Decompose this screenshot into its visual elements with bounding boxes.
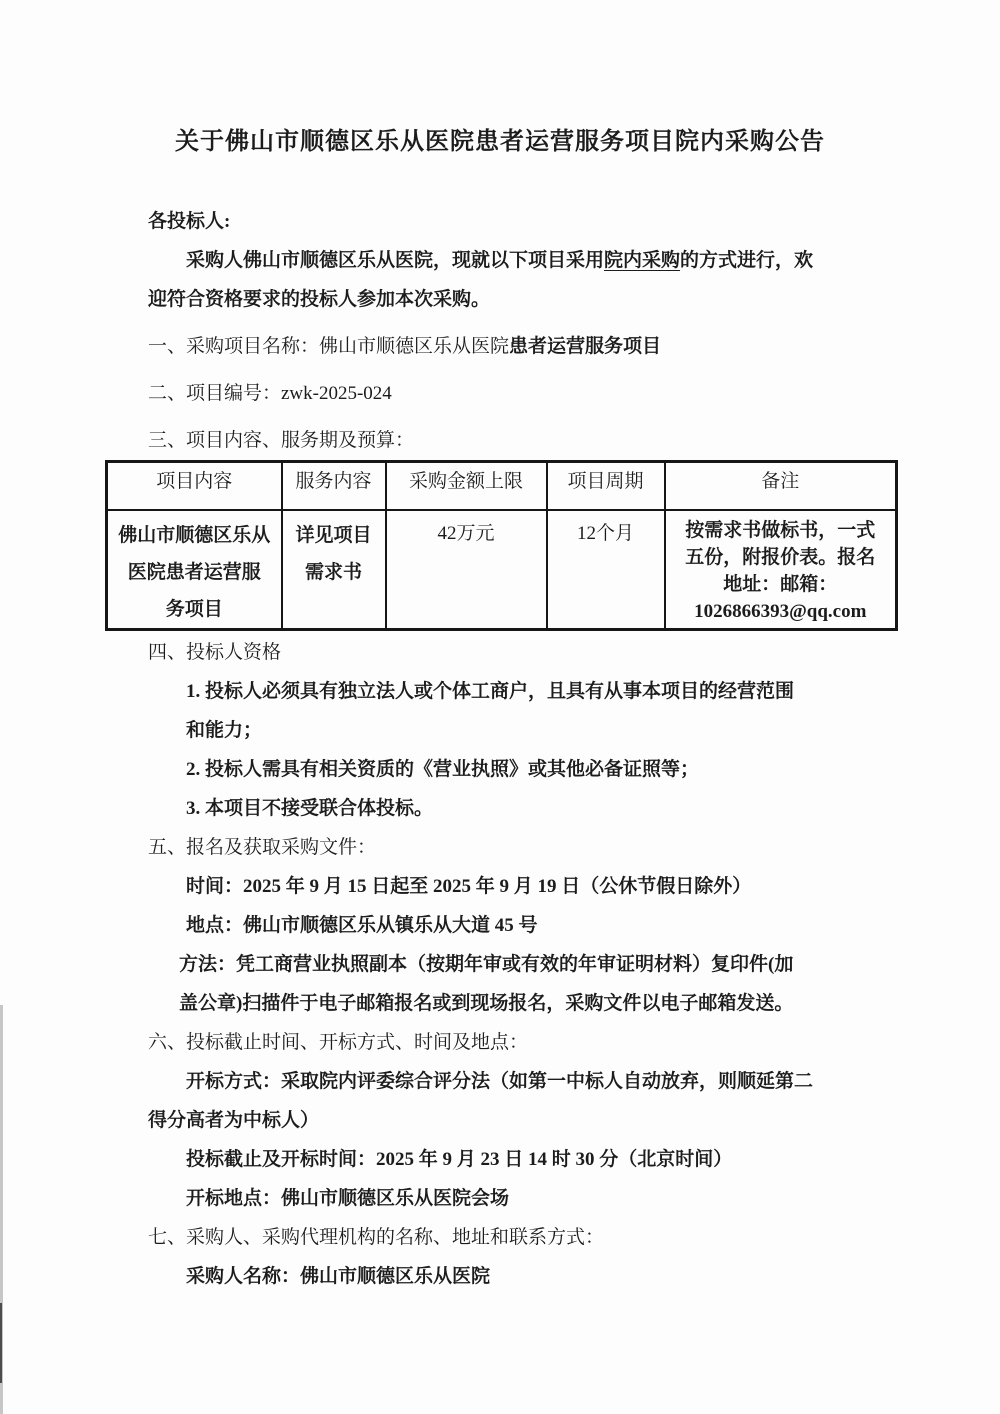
header-project-content: 项目内容 [107,462,282,510]
remark-line: 地址：邮箱： [723,573,838,595]
intro-text-pre: 采购人佛山市顺德区乐从医院，现就以下项目采用 [186,250,605,271]
intro-line-1 [148,241,852,280]
header-service-content: 服务内容 [282,462,386,510]
buyer-name: 采购人名称：佛山市顺德区乐从医院 [186,1265,491,1287]
registration-method-line-1: 方法：凭工商营业执照副本（按期年审或有效的年审证明材料）复印件(加 [179,953,794,975]
section-2-project-number: 二、项目编号：zwk-2025-024 [148,383,392,404]
intro-line-2: 迎符合资格要求的投标人参加本次采购。 [148,289,491,310]
header-budget-cap: 采购金额上限 [386,462,547,510]
project-content-line: 佛山市顺德区乐从 [118,524,271,546]
remark-email: 1026866393@qq.com [694,600,867,622]
section-3-heading: 三、项目内容、服务期及预算： [148,430,415,451]
salutation: 各投标人: [148,211,231,232]
section-1-project-name-bold: 患者运营服务项目 [509,336,662,357]
service-content-line: 需求书 [304,561,362,583]
bid-deadline: 投标截止及开标时间：2025 年 9 月 23 日 14 时 30 分（北京时间） [186,1148,733,1170]
cell-service-content [282,510,386,630]
intro-text-post: 的方式进行，欢 [680,250,814,271]
remark-line: 五份，附报价表。报名 [685,546,876,568]
scan-edge-artifact-dark [0,1303,2,1383]
header-project-period: 项目周期 [547,462,665,510]
bid-opening-method-line-2: 得分高者为中标人） [148,1109,320,1131]
registration-place: 地点：佛山市顺德区乐从镇乐从大道 45 号 [186,914,538,936]
qualification-item-3: 3. 本项目不接受联合体投标。 [186,797,434,819]
qualification-item-2: 2. 投标人需具有相关资质的《营业执照》或其他必备证照等； [186,758,700,780]
qualification-item-1-line-1: 1. 投标人必须具有独立法人或个体工商户，且具有从事本项目的经营范围 [186,680,795,702]
cell-budget-cap: 42万元 [386,510,547,630]
section-7-heading: 七、采购人、采购代理机构的名称、地址和联系方式： [148,1226,605,1248]
section-1-project-name [148,327,852,366]
cell-project-content [107,510,282,630]
intro-underlined-term: 院内采购 [604,250,681,271]
project-content-line: 务项目 [165,598,223,620]
table-data-row [107,510,897,630]
bid-opening-method-line-1: 开标方式：采取院内评委综合评分法（如第一中标人自动放弃，则顺延第二 [186,1070,814,1092]
project-content-line: 医院患者运营服 [127,561,261,583]
cell-project-period: 12个月 [547,510,665,630]
section-5-heading: 五、报名及获取采购文件： [148,836,377,858]
remark-line: 按需求书做标书，一式 [685,519,876,541]
project-info-table [105,460,898,631]
cell-remarks [665,510,897,630]
section-4-heading: 四、投标人资格 [148,641,282,663]
page-title: 关于佛山市顺德区乐从医院患者运营服务项目院内采购公告 [175,129,825,155]
service-content-line: 详见项目 [295,524,372,546]
registration-method-line-2: 盖公章)扫描件于电子邮箱报名或到现场报名，采购文件以电子邮箱发送。 [179,992,794,1014]
table-header-row [107,462,897,510]
qualification-item-1-line-2: 和能力； [186,719,263,741]
registration-time: 时间：2025 年 9 月 15 日起至 2025 年 9 月 19 日（公休节假日除外） [186,875,752,897]
section-6-heading: 六、投标截止时间、开标方式、时间及地点： [148,1031,529,1053]
header-remarks: 备注 [665,462,897,510]
bid-opening-venue: 开标地点：佛山市顺德区乐从医院会场 [186,1187,510,1209]
section-1-label: 一、采购项目名称：佛山市顺德区乐从医院 [148,336,510,357]
